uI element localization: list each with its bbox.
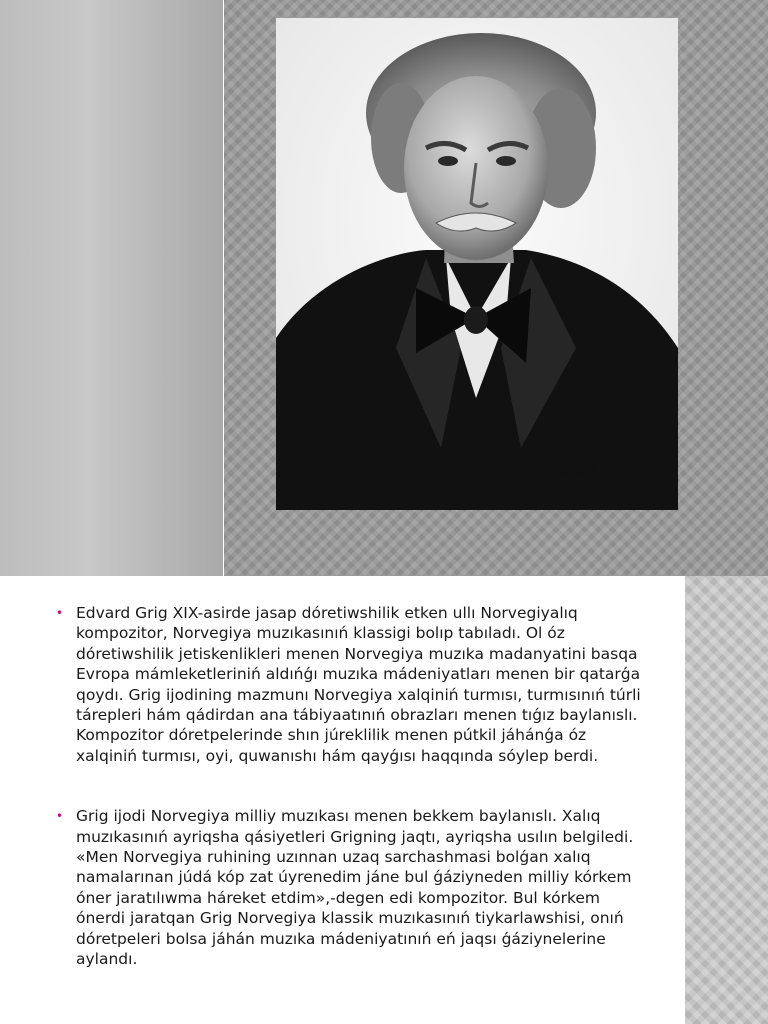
- bullet-text-2: Grig ijodi Norvegiya milliy muzıkası menen bekkem baylanıslı. Xalıq muzıkasınıń ayriqsha qásiyetleri Grigning jaqtı, ayriqsha usılın belgiledi. «Men Norvegiya ruhining uzınnan uzaq sarchashmasi bolǵan xalıq namalarınan júdá kóp zat úyrenedim jáne bul ǵáziyneden milliy kórkem óner jaratılıwma háreket etdim»,-degen edi kompozitor. Bul kórkem ónerdi jaratqan Grig Norvegiya klassik muzıkasınıń tiykarlawshisi, onıń dóretpeleri bolsa jáhán muzıka mádeniyatınıń eń jaqsı ǵáziynelerine aylandı.: [76, 807, 634, 969]
- slide-text-area: [56, 603, 646, 970]
- bullet-paragraph-2: [56, 806, 646, 969]
- bullet-marker-icon: •: [56, 606, 64, 620]
- photo-signature-caption: Edward Grieg.: [536, 450, 649, 484]
- bullet-marker-icon: •: [56, 809, 64, 824]
- decorative-gradient-panel: [0, 0, 224, 576]
- bullet-text-1: Edvard Grig XIX-asirde jasap dóretiwshilik etken ullı Norvegiyalıq kompozitor, Norvegiya muzıkasınıń klassigi bolıp tabıladı. Ol óz dóretiwshilik jetiskenlikleri menen Norvegiya muzıka madanyatini basqa Evropa mámleketleriniń aldıńǵı muzıka mádeniyatları menen bir qatarǵa qoydı. Grig ijodining mazmunı Norvegiya xalqiniń turmısı, turmısınıń túrli tárepleri hám qádirdan ana tábiyaatınıń obrazları menen tıǵız baylanıslı. Kompozitor dóretpelerinde shın júreklilik menen pútkil jáhánǵa óz xalqiniń turmısı, oyi, quwanıshı hám qayǵısı haqqında sóylep berdi.: [76, 604, 641, 765]
- portrait-photo: [276, 18, 678, 510]
- bullet-paragraph-1: [56, 603, 646, 766]
- decorative-side-strip: [685, 576, 768, 1024]
